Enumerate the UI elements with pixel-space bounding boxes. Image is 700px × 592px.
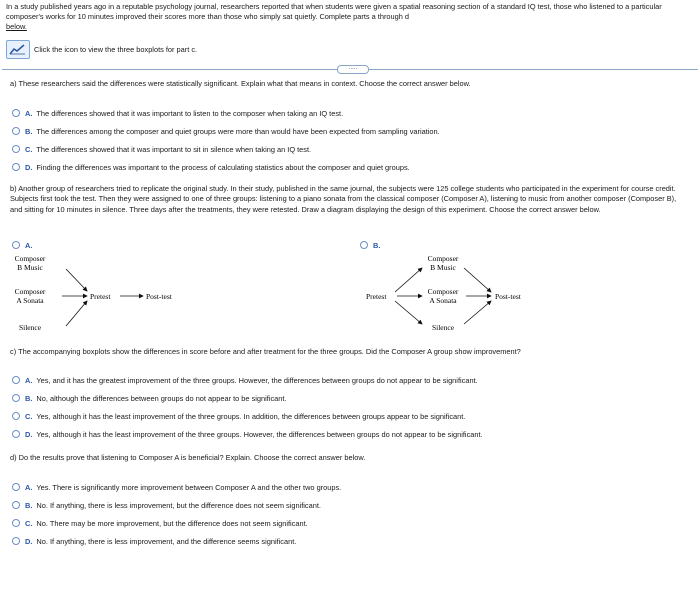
part-d-question: d) Do the results prove that listening to Composer A is beneficial? Explain. Choose the correct answer below. xyxy=(10,453,366,462)
radio-button[interactable] xyxy=(12,430,20,438)
diagram-a-composer-a-line1: Composer xyxy=(14,287,46,296)
part-d-option-a[interactable]: A. Yes. There is significantly more improvement between Composer A and the other two groups. xyxy=(12,481,341,493)
problem-intro xyxy=(6,2,696,33)
diagram-b-composer-b-line2: B Music xyxy=(430,263,456,272)
part-a-question: a) These researchers said the differences were statistically significant. Explain what that means in context. Choose the correct answer below. xyxy=(10,79,471,88)
arrow-line xyxy=(66,269,87,291)
radio-button[interactable] xyxy=(12,394,20,402)
diagram-b-posttest: Post-test xyxy=(495,292,521,301)
part-d-option-d[interactable]: D. No. If anything, there is less improvement, and the difference seems significant. xyxy=(12,535,296,547)
diagram-b-composer-a-line2: A Sonata xyxy=(429,296,457,305)
part-c-option-b[interactable]: B. No, although the differences between groups do not appear to be significant. xyxy=(12,392,287,404)
intro-below-link: below. xyxy=(6,22,27,32)
diagram-b-pretest: Pretest xyxy=(366,292,387,301)
radio-button[interactable] xyxy=(12,145,20,153)
arrow-line xyxy=(464,301,491,324)
diagram-a-silence: Silence xyxy=(18,323,42,332)
diagram-b xyxy=(360,250,580,335)
radio-button[interactable] xyxy=(12,376,20,384)
part-d-option-b[interactable]: B. No. If anything, there is less improvement, but the difference does not seem significant. xyxy=(12,499,321,511)
part-d-option-c[interactable]: C. No. There may be more improvement, but the difference does not seem significant. xyxy=(12,517,308,529)
radio-button[interactable] xyxy=(12,501,20,509)
diagram-a-posttest: Post-test xyxy=(146,292,172,301)
diagram-a-pretest: Pretest xyxy=(90,292,111,301)
boxplot-link-text: Click the icon to view the three boxplots for part c. xyxy=(34,45,198,54)
arrow-line xyxy=(395,268,422,292)
radio-button[interactable] xyxy=(12,412,20,420)
radio-button[interactable] xyxy=(12,537,20,545)
arrow-line xyxy=(464,268,491,292)
part-a-option-b[interactable]: B. The differences among the composer and quiet groups were more than would have been expected from sampling variation. xyxy=(12,125,440,137)
diagram-b-composer-b-line1: Composer xyxy=(427,254,459,263)
radio-button[interactable] xyxy=(12,241,20,249)
part-c-question: c) The accompanying boxplots show the differences in score before and after treatment for the three groups. Did the Composer A group show improvement? xyxy=(10,347,521,356)
arrow-line xyxy=(66,301,87,326)
part-c-option-a[interactable]: A. Yes, and it has the greatest improvement of the three groups. However, the differences between groups do not appear to be significant. xyxy=(12,374,478,386)
intro-text: In a study published years ago in a reputable psychology journal, researchers reported that when students were given a spatial reasoning section of a standard IQ test, those who listened to a particular composer's works for 10 minutes improved their scores more than those who simply sat quietly. Complete parts a through d xyxy=(6,2,662,22)
part-b-option-a[interactable]: A. xyxy=(12,239,32,251)
radio-button[interactable] xyxy=(12,127,20,135)
diagram-a-composer-a-line2: A Sonata xyxy=(16,296,44,305)
radio-button[interactable] xyxy=(12,483,20,491)
radio-button[interactable] xyxy=(12,163,20,171)
diagram-b-silence: Silence xyxy=(431,323,455,332)
radio-button[interactable] xyxy=(360,241,368,249)
diagram-b-composer-a-line1: Composer xyxy=(427,287,459,296)
diagram-a xyxy=(10,250,330,335)
part-a-option-d[interactable]: D. Finding the differences was important to the process of calculating statistics about the composer and quiet groups. xyxy=(12,161,410,173)
part-c-option-c[interactable]: C. Yes, although it has the least improvement of the three groups. In addition, the differences between groups appear to be significant. xyxy=(12,410,465,422)
divider-handle[interactable]: ..... xyxy=(337,65,369,74)
part-a-option-a[interactable]: A. The differences showed that it was important to listen to the composer when taking an IQ test. xyxy=(12,107,343,119)
part-c-option-d[interactable]: D. Yes, although it has the least improvement of the three groups. However, the differences between groups do not appear to be significant. xyxy=(12,428,483,440)
part-a-option-c[interactable]: C. The differences showed that it was important to sit in silence when taking an IQ test. xyxy=(12,143,311,155)
radio-button[interactable] xyxy=(12,519,20,527)
diagram-a-composer-b-line1: Composer xyxy=(14,254,46,263)
line-chart-icon[interactable] xyxy=(6,40,30,59)
radio-button[interactable] xyxy=(12,109,20,117)
part-b-question: b) Another group of researchers tried to replicate the original study. In their study, published in the same journal, the subjects were 125 college students who participated in the experiment for course credit. Subjects first took the test. Then they were assigned to one of three groups: listening to a piano sonata from the classical composer (Composer A), listening to music from another composer (Composer B), and sitting for 10 minutes in silence. Three days after the treatments, they were retested. Draw a diagram displaying the design of this experiment. Choose the correct answer below. xyxy=(10,184,677,214)
part-b-option-b[interactable]: B. xyxy=(360,239,380,251)
diagram-a-composer-b-line2: B Music xyxy=(17,263,43,272)
arrow-line xyxy=(395,301,422,324)
boxplot-link-row[interactable] xyxy=(6,40,197,59)
